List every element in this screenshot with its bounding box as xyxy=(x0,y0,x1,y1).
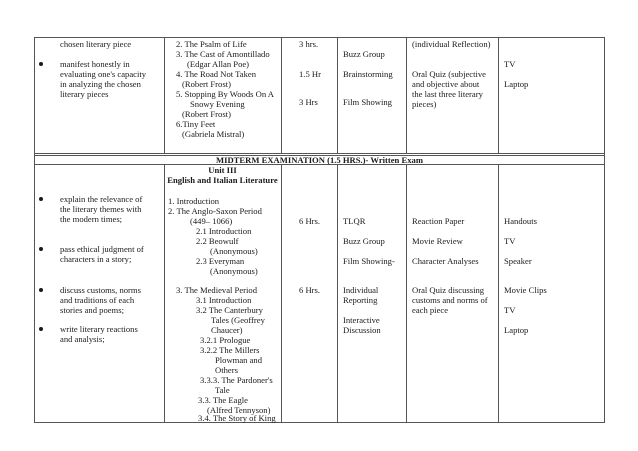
objective-text: write literary reactions xyxy=(60,324,138,334)
assessment-item: each piece xyxy=(412,305,449,315)
column-divider xyxy=(337,164,338,423)
column-divider xyxy=(406,37,407,154)
content-item: 4. The Road Not Taken xyxy=(176,69,256,79)
time-allotment: 1.5 Hr xyxy=(299,69,321,79)
table-right-border xyxy=(604,37,605,423)
assessment-item: Movie Review xyxy=(412,236,463,246)
strategy-item: Individual xyxy=(343,285,379,295)
objective-text: the modern times; xyxy=(60,214,123,224)
strategy-item: Film Showing xyxy=(343,97,392,107)
content-item: 5. Stopping By Woods On A xyxy=(176,89,274,99)
row-divider xyxy=(34,153,604,154)
content-item: Tales (Geoffrey xyxy=(211,315,265,325)
content-item: 1. Introduction xyxy=(168,196,220,206)
objective-text: evaluating one's capacity xyxy=(60,69,147,79)
resource-item: Speaker xyxy=(504,256,532,266)
resource-item: TV xyxy=(504,236,516,246)
table-bottom-border xyxy=(34,422,604,423)
content-item: Chaucer) xyxy=(211,325,243,335)
midterm-heading: MIDTERM EXAMINATION (1.5 HRS.)- Written Exam xyxy=(216,155,423,165)
content-item: Others xyxy=(215,365,238,375)
column-divider xyxy=(498,37,499,154)
bullet-icon xyxy=(39,247,43,251)
assessment-item: Character Analyses xyxy=(412,256,479,266)
objective-text: chosen literary piece xyxy=(60,39,132,49)
column-divider xyxy=(498,164,499,423)
content-item: (Robert Frost) xyxy=(182,109,231,119)
content-item: 3.1 Introduction xyxy=(196,295,252,305)
objective-text: manifest honestly in xyxy=(60,59,130,69)
content-item: 3.4. The Story of King xyxy=(198,413,276,423)
time-allotment: 3 Hrs xyxy=(299,97,318,107)
content-item: Snowy Evening xyxy=(190,99,245,109)
objective-text: and traditions of each xyxy=(60,295,135,305)
content-item: (Alfred Tennyson) xyxy=(207,405,271,415)
content-item: (449– 1066) xyxy=(190,216,233,226)
objective-text: discuss customs, norms xyxy=(60,285,141,295)
assessment-item: the last three literary xyxy=(412,89,483,99)
unit-title: Unit III xyxy=(208,165,237,175)
column-divider xyxy=(164,164,165,423)
content-item: (Edgar Allan Poe) xyxy=(187,59,250,69)
time-allotment: 6 Hrs. xyxy=(299,216,321,226)
content-item: 2.2 Beowulf xyxy=(196,236,239,246)
strategy-item: Buzz Group xyxy=(343,236,385,246)
objective-text: pass ethical judgment of xyxy=(60,244,144,254)
content-item: (Gabriela Mistral) xyxy=(182,129,245,139)
strategy-item: Discussion xyxy=(343,325,381,335)
assessment-item: pieces) xyxy=(412,99,437,109)
assessment-item: Reaction Paper xyxy=(412,216,465,226)
content-item: 3.2.2 The Millers xyxy=(200,345,260,355)
strategy-item: TLQR xyxy=(343,216,366,226)
objective-text: in analyzing the chosen xyxy=(60,79,141,89)
bullet-icon xyxy=(39,197,43,201)
strategy-item: Brainstorming xyxy=(343,69,393,79)
resource-item: TV xyxy=(504,59,516,69)
strategy-item: Buzz Group xyxy=(343,49,385,59)
content-item: (Robert Frost) xyxy=(182,79,231,89)
content-item: 2.3 Everyman xyxy=(196,256,245,266)
content-item: 2.1 Introduction xyxy=(196,226,252,236)
content-item: 3.3.3. The Pardoner's xyxy=(200,375,273,385)
content-item: 3.2.1 Prologue xyxy=(200,335,251,345)
column-divider xyxy=(164,37,165,154)
objective-text: explain the relevance of xyxy=(60,194,143,204)
time-allotment: 6 Hrs. xyxy=(299,285,321,295)
resource-item: Movie Clips xyxy=(504,285,547,295)
objective-text: and analysis; xyxy=(60,334,105,344)
resource-item: Laptop xyxy=(504,79,529,89)
content-item: 2. The Anglo-Saxon Period xyxy=(168,206,262,216)
bullet-icon xyxy=(39,288,43,292)
content-item: 3. The Medieval Period xyxy=(176,285,257,295)
content-item: Tale xyxy=(215,385,230,395)
content-item: 3. The Cast of Amontillado xyxy=(176,49,270,59)
table-left-border xyxy=(34,37,35,423)
table-top-border xyxy=(34,37,604,38)
content-item: 3.3. The Eagle xyxy=(198,395,248,405)
assessment-item: Oral Quiz (subjective xyxy=(412,69,486,79)
objective-text: the literary themes with xyxy=(60,204,142,214)
content-item: (Anonymous) xyxy=(210,266,258,276)
strategy-item: Reporting xyxy=(343,295,378,305)
content-item: 6.Tiny Feet xyxy=(176,119,216,129)
bullet-icon xyxy=(39,62,43,66)
objective-text: stories and poems; xyxy=(60,305,124,315)
content-item: 3.2 The Canterbury xyxy=(196,305,263,315)
assessment-item: and objective about xyxy=(412,79,480,89)
column-divider xyxy=(337,37,338,154)
time-allotment: 3 hrs. xyxy=(299,39,319,49)
objective-text: characters in a story; xyxy=(60,254,132,264)
content-item: 2. The Psalm of Life xyxy=(176,39,247,49)
resource-item: Laptop xyxy=(504,325,529,335)
strategy-item: Interactive xyxy=(343,315,380,325)
content-item: Plowman and xyxy=(215,355,263,365)
strategy-item: Film Showing- xyxy=(343,256,395,266)
objective-text: literary pieces xyxy=(60,89,109,99)
assessment-item: customs and norms of xyxy=(412,295,488,305)
column-divider xyxy=(281,37,282,154)
unit-subtitle: English and Italian Literature xyxy=(167,175,278,185)
resource-item: Handouts xyxy=(504,216,537,226)
bullet-icon xyxy=(39,327,43,331)
column-divider xyxy=(406,164,407,423)
column-divider xyxy=(281,164,282,423)
assessment-item: (individual Reflection) xyxy=(412,39,491,49)
assessment-item: Oral Quiz discussing xyxy=(412,285,485,295)
content-item: (Anonymous) xyxy=(210,246,258,256)
resource-item: TV xyxy=(504,305,516,315)
